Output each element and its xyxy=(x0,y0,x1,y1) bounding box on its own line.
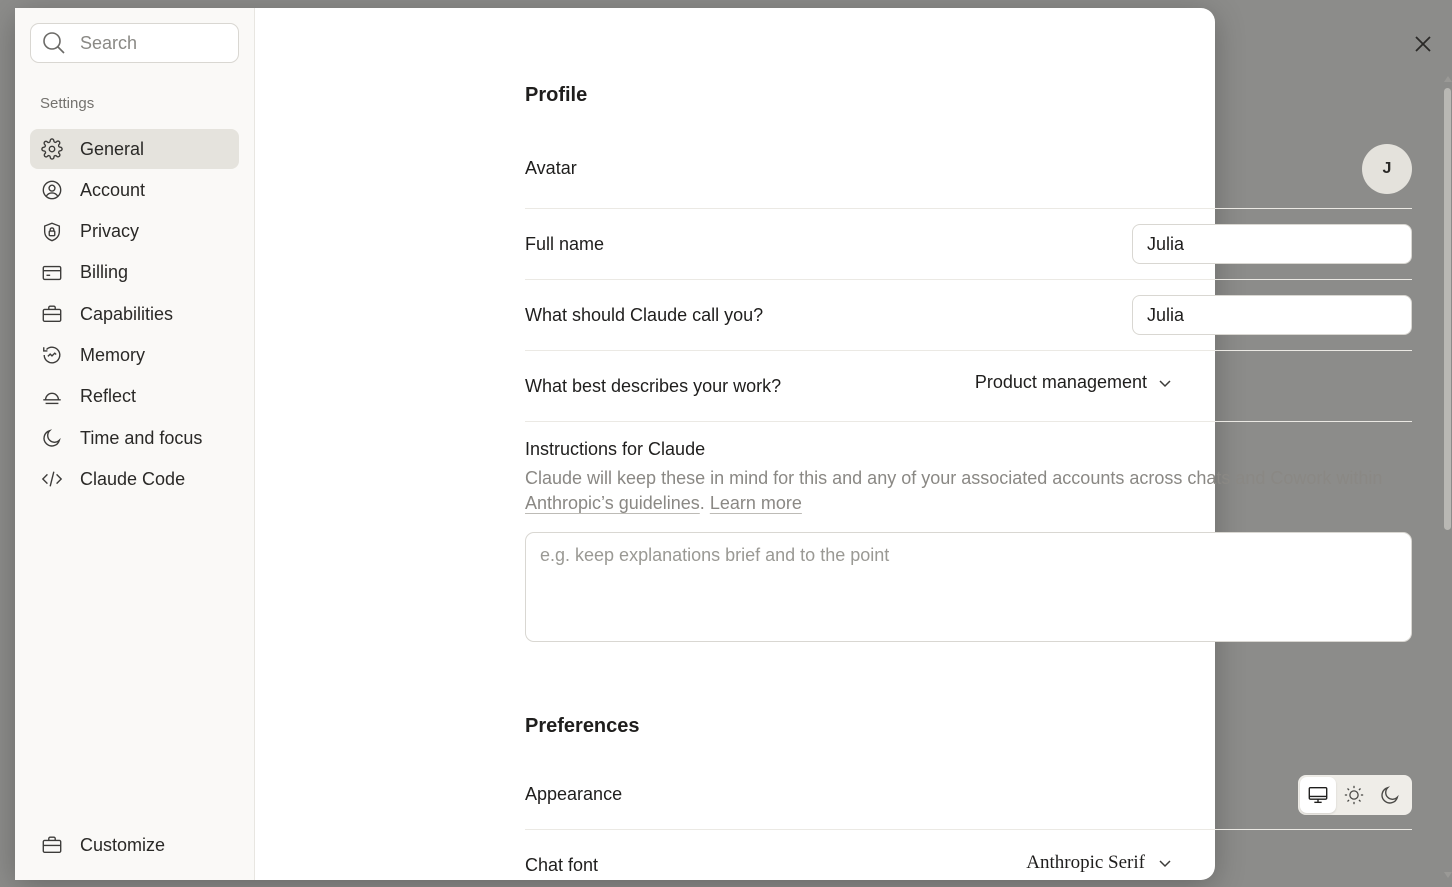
appearance-toggle xyxy=(1298,775,1412,815)
appearance-system-button[interactable] xyxy=(1300,777,1336,813)
history-icon xyxy=(41,344,63,366)
chat-font-select[interactable] xyxy=(1026,852,1173,874)
work-select-value: Product management xyxy=(974,372,1147,392)
nickname-field[interactable] xyxy=(1132,295,1412,335)
full-name-field[interactable] xyxy=(1132,224,1412,264)
learn-more-link[interactable]: Learn more xyxy=(709,493,802,513)
code-icon xyxy=(41,468,63,490)
credit-card-icon xyxy=(41,262,63,284)
description-period: . xyxy=(699,493,705,513)
sidebar-item-label: Time and focus xyxy=(80,427,203,448)
settings-content xyxy=(255,8,1392,880)
sidebar-item-memory[interactable] xyxy=(30,335,239,375)
sidebar-item-claude-code[interactable] xyxy=(30,459,239,499)
settings-dialog xyxy=(15,8,1392,880)
settings-section-label: Settings xyxy=(40,95,95,112)
sun-icon xyxy=(1343,784,1365,806)
sidebar-item-label: Capabilities xyxy=(80,303,174,324)
sidebar-item-time-and-focus[interactable] xyxy=(30,418,239,458)
close-icon[interactable] xyxy=(1412,33,1434,55)
gear-icon xyxy=(41,138,63,160)
briefcase-icon xyxy=(41,303,63,325)
sidebar-item-label: Customize xyxy=(80,834,166,855)
sidebar-item-label: Claude Code xyxy=(80,468,186,489)
moon-icon xyxy=(1379,784,1401,806)
instructions-textarea[interactable] xyxy=(525,532,1412,642)
chat-font-value: Anthropic Serif xyxy=(1026,852,1145,873)
call-you-label: What should Claude call you? xyxy=(525,305,764,325)
divider xyxy=(525,421,1412,422)
sidebar-item-label: General xyxy=(80,138,145,159)
sidebar-item-customize[interactable] xyxy=(30,825,239,865)
briefcase-icon xyxy=(41,834,63,856)
appearance-dark-button[interactable] xyxy=(1372,777,1408,813)
scroll-down-arrow[interactable] xyxy=(1444,872,1452,878)
guidelines-link[interactable]: Anthropic’s guidelines xyxy=(525,493,700,513)
shield-lock-icon xyxy=(41,221,63,243)
sidebar-item-label: Reflect xyxy=(80,386,137,407)
sidebar-item-general[interactable] xyxy=(30,129,239,169)
full-name-label: Full name xyxy=(525,234,605,254)
instructions-description xyxy=(525,466,1415,516)
scroll-up-arrow[interactable] xyxy=(1444,76,1452,82)
profile-heading: Profile xyxy=(525,84,588,106)
monitor-icon xyxy=(1307,784,1329,806)
work-label: What best describes your work? xyxy=(525,376,782,396)
instructions-label: Instructions for Claude xyxy=(525,439,706,459)
sidebar-item-privacy[interactable] xyxy=(30,212,239,252)
sidebar-item-reflect[interactable] xyxy=(30,377,239,417)
chevron-down-icon xyxy=(1157,855,1173,871)
avatar[interactable]: J xyxy=(1362,144,1412,194)
divider xyxy=(525,208,1412,209)
sidebar-item-label: Privacy xyxy=(80,221,140,242)
moon-icon xyxy=(41,427,63,449)
divider xyxy=(525,350,1412,351)
work-select[interactable] xyxy=(975,372,1173,393)
sidebar-item-label: Billing xyxy=(80,262,129,283)
sunset-icon xyxy=(41,386,63,408)
search-input[interactable] xyxy=(80,33,220,54)
divider xyxy=(525,279,1412,280)
chat-font-label: Chat font xyxy=(525,855,599,875)
sidebar-item-label: Account xyxy=(80,179,146,200)
avatar-label: Avatar xyxy=(525,158,577,178)
scrollbar-thumb[interactable] xyxy=(1444,88,1451,530)
appearance-label: Appearance xyxy=(525,784,623,804)
preferences-heading: Preferences xyxy=(525,715,640,737)
search-box[interactable] xyxy=(30,23,239,63)
user-circle-icon xyxy=(41,179,63,201)
instructions-description-text: Claude will keep these in mind for this and any of your associated accounts across chats and Cowork within xyxy=(525,468,1383,488)
settings-nav xyxy=(30,129,239,501)
sidebar-item-label: Memory xyxy=(80,344,146,365)
sidebar-footer xyxy=(30,825,239,866)
divider xyxy=(525,829,1412,830)
sidebar-item-capabilities[interactable] xyxy=(30,294,239,334)
chevron-down-icon xyxy=(1157,375,1173,391)
settings-sidebar xyxy=(15,8,255,880)
sidebar-item-account[interactable] xyxy=(30,170,239,210)
appearance-light-button[interactable] xyxy=(1336,777,1372,813)
sidebar-item-billing[interactable] xyxy=(30,253,239,293)
search-icon xyxy=(41,30,67,56)
